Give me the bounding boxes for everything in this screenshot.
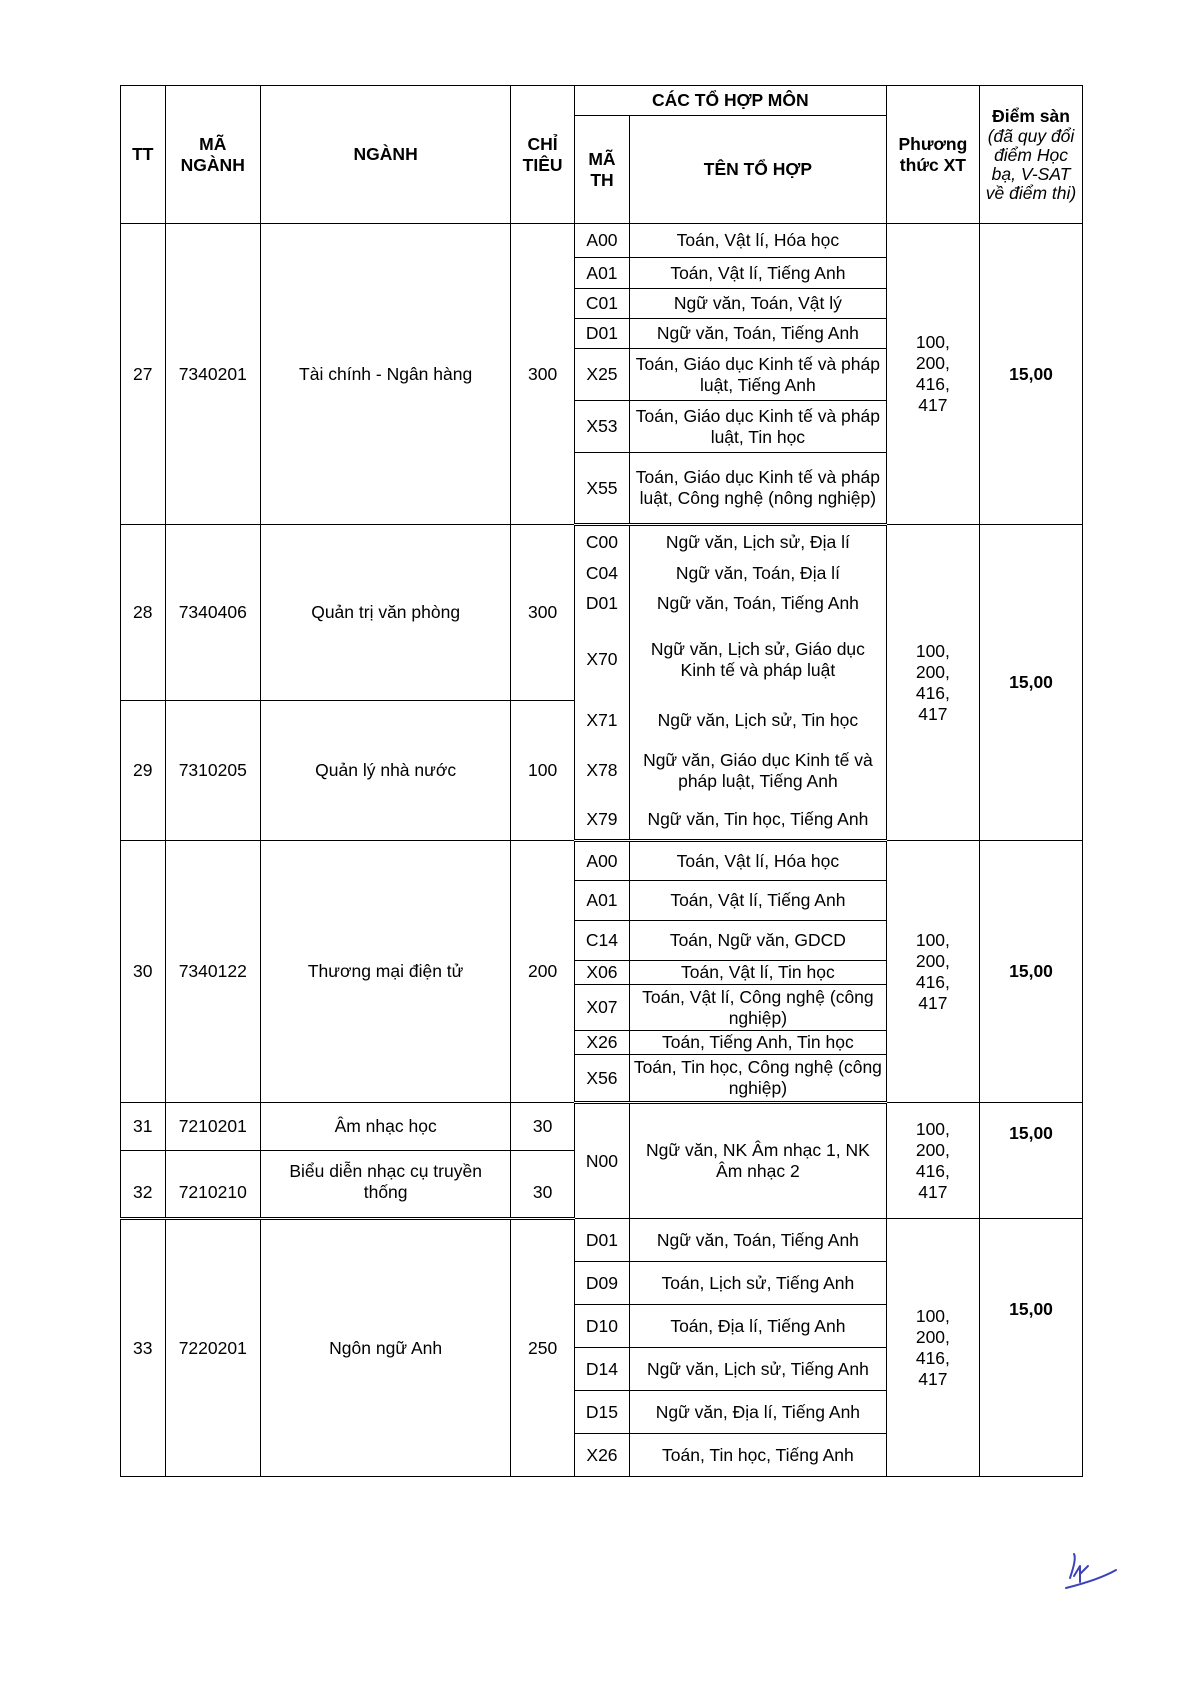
row-tt: 27 bbox=[121, 224, 166, 525]
floor-score: 15,00 bbox=[980, 1103, 1083, 1219]
row-quota: 30 bbox=[511, 1103, 575, 1151]
row-code: 7340201 bbox=[165, 224, 260, 525]
combo-name: Toán, Tin học, Công nghệ (công nghiệp) bbox=[630, 1055, 887, 1103]
table-row bbox=[121, 841, 1083, 881]
methods: 100, 200, 416, 417 bbox=[886, 1219, 979, 1477]
row-name: Âm nhạc học bbox=[260, 1103, 510, 1151]
combo-code: X26 bbox=[574, 1434, 629, 1477]
methods: 100, 200, 416, 417 bbox=[886, 224, 979, 525]
row-quota: 100 bbox=[511, 701, 575, 841]
combo-name: Ngữ văn, Lịch sử, Địa lí bbox=[630, 525, 887, 559]
combo-name: Toán, Tiếng Anh, Tin học bbox=[630, 1031, 887, 1055]
row-tt: 32 bbox=[121, 1151, 166, 1219]
combo-name: Ngữ văn, Toán, Tiếng Anh bbox=[630, 319, 887, 349]
combo-name: Ngữ văn, Toán, Địa lí bbox=[630, 559, 887, 589]
combo-name: Toán, Ngữ văn, GDCD bbox=[630, 921, 887, 961]
table-row bbox=[121, 525, 1083, 559]
combo-code: N00 bbox=[574, 1103, 629, 1219]
combo-code: X26 bbox=[574, 1031, 629, 1055]
combo-name: Ngữ văn, NK Âm nhạc 1, NK Âm nhạc 2 bbox=[630, 1103, 887, 1219]
header-tt: TT bbox=[121, 86, 166, 224]
row-tt: 30 bbox=[121, 841, 166, 1103]
row-name: Ngôn ngữ Anh bbox=[260, 1219, 510, 1477]
combo-code: X06 bbox=[574, 961, 629, 985]
row-tt: 29 bbox=[121, 701, 166, 841]
header-diem-san bbox=[980, 86, 1083, 224]
combo-name: Toán, Giáo dục Kinh tế và pháp luật, Tin học bbox=[630, 401, 887, 453]
combo-code: X07 bbox=[574, 985, 629, 1031]
table-row bbox=[121, 1219, 1083, 1262]
row-name: Thương mại điện tử bbox=[260, 841, 510, 1103]
combo-code: A01 bbox=[574, 258, 629, 289]
methods: 100, 200, 416, 417 bbox=[886, 841, 979, 1103]
combo-name: Toán, Giáo dục Kinh tế và pháp luật, Công nghệ (nông nghiệp) bbox=[630, 453, 887, 525]
combo-code: C00 bbox=[574, 525, 629, 559]
combo-code: D09 bbox=[574, 1262, 629, 1305]
row-code: 7310205 bbox=[165, 701, 260, 841]
row-name: Quản trị văn phòng bbox=[260, 525, 510, 701]
combo-code: X70 bbox=[574, 619, 629, 701]
header-diem-san-label: Điểm sàn bbox=[992, 106, 1070, 126]
combo-code: A00 bbox=[574, 841, 629, 881]
methods: 100, 200, 416, 417 bbox=[886, 525, 979, 841]
row-tt: 28 bbox=[121, 525, 166, 701]
row-quota: 250 bbox=[511, 1219, 575, 1477]
combo-name: Ngữ văn, Lịch sử, Tin học bbox=[630, 701, 887, 741]
combo-name: Toán, Địa lí, Tiếng Anh bbox=[630, 1305, 887, 1348]
combo-name: Ngữ văn, Lịch sử, Giáo dục Kinh tế và pháp luật bbox=[630, 619, 887, 701]
floor-score: 15,00 bbox=[980, 525, 1083, 841]
row-quota: 300 bbox=[511, 224, 575, 525]
combo-code: X56 bbox=[574, 1055, 629, 1103]
combo-code: D10 bbox=[574, 1305, 629, 1348]
row-code: 7340122 bbox=[165, 841, 260, 1103]
combo-name: Toán, Vật lí, Tiếng Anh bbox=[630, 258, 887, 289]
header-ma-nganh: MÃ NGÀNH bbox=[165, 86, 260, 224]
row-name: Quản lý nhà nước bbox=[260, 701, 510, 841]
header-ten-to-hop: TÊN TỔ HỢP bbox=[630, 116, 887, 224]
combo-code: X53 bbox=[574, 401, 629, 453]
combo-name: Ngữ văn, Toán, Tiếng Anh bbox=[630, 1219, 887, 1262]
combo-name: Ngữ văn, Địa lí, Tiếng Anh bbox=[630, 1391, 887, 1434]
combo-code: X25 bbox=[574, 349, 629, 401]
combo-code: D14 bbox=[574, 1348, 629, 1391]
combo-code: X79 bbox=[574, 801, 629, 841]
table-row bbox=[121, 224, 1083, 258]
signature bbox=[1062, 1548, 1120, 1599]
combo-code: C04 bbox=[574, 559, 629, 589]
combo-code: D01 bbox=[574, 1219, 629, 1262]
combo-name: Toán, Vật lí, Tin học bbox=[630, 961, 887, 985]
combo-code: D01 bbox=[574, 589, 629, 619]
floor-score: 15,00 bbox=[980, 1219, 1083, 1477]
header-phuong-thuc: Phương thức XT bbox=[886, 86, 979, 224]
combo-code: X55 bbox=[574, 453, 629, 525]
table-row bbox=[121, 1103, 1083, 1151]
combo-name: Toán, Vật lí, Tiếng Anh bbox=[630, 881, 887, 921]
row-code: 7340406 bbox=[165, 525, 260, 701]
combo-name: Ngữ văn, Giáo dục Kinh tế và pháp luật, Tiếng Anh bbox=[630, 741, 887, 801]
row-tt: 31 bbox=[121, 1103, 166, 1151]
combo-code: C01 bbox=[574, 289, 629, 319]
combo-name: Toán, Lịch sử, Tiếng Anh bbox=[630, 1262, 887, 1305]
admission-table bbox=[120, 85, 1083, 1477]
combo-code: X78 bbox=[574, 741, 629, 801]
header-cac-to-hop: CÁC TỔ HỢP MÔN bbox=[574, 86, 886, 116]
floor-score: 15,00 bbox=[980, 841, 1083, 1103]
combo-code: A00 bbox=[574, 224, 629, 258]
combo-code: D15 bbox=[574, 1391, 629, 1434]
methods: 100, 200, 416, 417 bbox=[886, 1103, 979, 1219]
combo-name: Ngữ văn, Lịch sử, Tiếng Anh bbox=[630, 1348, 887, 1391]
combo-name: Toán, Tin học, Tiếng Anh bbox=[630, 1434, 887, 1477]
combo-name: Toán, Vật lí, Hóa học bbox=[630, 841, 887, 881]
combo-name: Toán, Vật lí, Hóa học bbox=[630, 224, 887, 258]
row-code: 7210210 bbox=[165, 1151, 260, 1219]
combo-name: Ngữ văn, Tin học, Tiếng Anh bbox=[630, 801, 887, 841]
header-chi-tieu: CHỈ TIÊU bbox=[511, 86, 575, 224]
combo-code: A01 bbox=[574, 881, 629, 921]
combo-code: C14 bbox=[574, 921, 629, 961]
row-quota: 200 bbox=[511, 841, 575, 1103]
combo-code: D01 bbox=[574, 319, 629, 349]
combo-name: Toán, Vật lí, Công nghệ (công nghiệp) bbox=[630, 985, 887, 1031]
combo-name: Ngữ văn, Toán, Tiếng Anh bbox=[630, 589, 887, 619]
row-quota: 30 bbox=[511, 1151, 575, 1219]
combo-name: Toán, Giáo dục Kinh tế và pháp luật, Tiếng Anh bbox=[630, 349, 887, 401]
signature-mark bbox=[1062, 1548, 1120, 1594]
row-quota: 300 bbox=[511, 525, 575, 701]
row-name: Biểu diễn nhạc cụ truyền thống bbox=[260, 1151, 510, 1219]
row-code: 7210201 bbox=[165, 1103, 260, 1151]
floor-score: 15,00 bbox=[980, 224, 1083, 525]
row-code: 7220201 bbox=[165, 1219, 260, 1477]
combo-name: Ngữ văn, Toán, Vật lý bbox=[630, 289, 887, 319]
header-diem-san-note: (đã quy đổi điểm Học bạ, V-SAT về điểm thi) bbox=[985, 126, 1077, 203]
row-tt: 33 bbox=[121, 1219, 166, 1477]
combo-code: X71 bbox=[574, 701, 629, 741]
header-nganh: NGÀNH bbox=[260, 86, 510, 224]
header-ma-th: MÃ TH bbox=[574, 116, 629, 224]
row-name: Tài chính - Ngân hàng bbox=[260, 224, 510, 525]
